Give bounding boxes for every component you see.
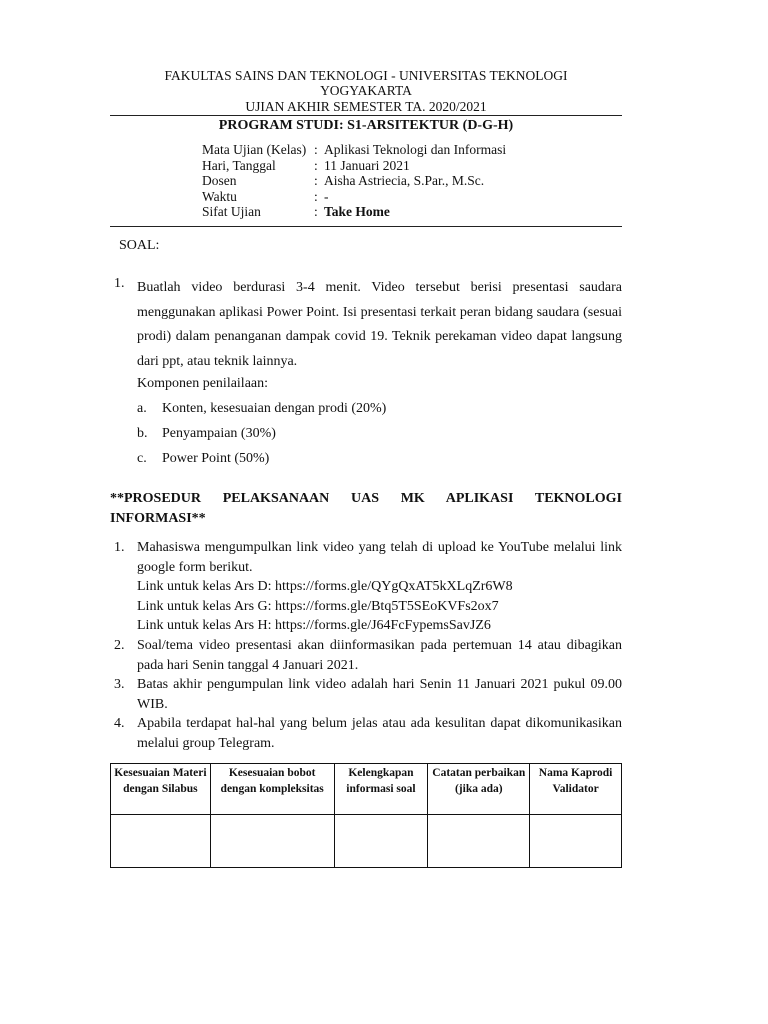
procedure-number: 1. — [114, 540, 125, 555]
component-item — [137, 426, 276, 442]
info-colon: : — [314, 142, 318, 157]
table-cell — [530, 815, 622, 868]
info-row-lecturer — [202, 173, 506, 189]
procedure-text: Batas akhir pengumpulan link video adalah hari Senin 11 Januari 2021 pukul 09.00 WIB. — [137, 677, 622, 712]
component-item — [137, 401, 386, 417]
info-colon: : — [314, 204, 318, 219]
assessment-components-label: Komponen penilailaan: — [137, 376, 269, 391]
table-cell — [428, 815, 530, 868]
validation-table — [110, 763, 622, 868]
form-link-ars-d[interactable]: Link untuk kelas Ars D: https://forms.gle/QYgQxAT5kXLqZr6W8 — [137, 579, 513, 595]
info-value: Aisha Astriecia, S.Par., M.Sc. — [324, 173, 485, 188]
info-row-time — [202, 189, 506, 205]
table-cell — [334, 815, 428, 868]
exam-info-block — [202, 142, 506, 220]
info-label: Dosen — [202, 173, 237, 188]
component-item — [137, 451, 269, 467]
procedure-number: 4. — [114, 716, 125, 731]
procedure-number: 3. — [114, 677, 125, 692]
info-value: Aplikasi Teknologi dan Informasi — [324, 142, 507, 157]
procedure-title-line: **PROSEDUR PELAKSANAAN UAS MK APLIKASI TEKNOLOGI — [110, 491, 622, 506]
component-text: Konten, kesesuaian dengan prodi (20%) — [162, 401, 387, 416]
procedure-text-block — [137, 538, 622, 636]
info-value: Take Home — [324, 204, 390, 219]
info-label: Mata Ujian (Kelas) — [202, 142, 307, 157]
form-link-ars-h[interactable]: Link untuk kelas Ars H: https://forms.gle/J64FcFypemsSavJZ6 — [137, 618, 491, 634]
table-cell — [210, 815, 334, 868]
component-text: Penyampaian (30%) — [162, 426, 276, 441]
procedure-text: Apabila terdapat hal-hal yang belum jelas atau ada kesulitan dapat dikomunikasikan melalui group Telegram. — [137, 716, 622, 751]
info-colon: : — [314, 157, 318, 173]
procedure-number: 2. — [114, 638, 125, 653]
university-heading: YOGYAKARTA — [320, 83, 412, 98]
info-label: Waktu — [202, 188, 237, 204]
component-letter: b. — [137, 426, 148, 441]
info-colon: : — [314, 173, 318, 188]
table-header: Kesesuaian Materi dengan Silabus — [111, 764, 211, 815]
info-value: - — [324, 188, 329, 204]
procedure-text: Soal/tema video presentasi akan diinformasikan pada pertemuan 14 atau dibagikan pada hari Senin tanggal 4 Januari 2021. — [137, 638, 622, 673]
question-text: Buatlah video berdurasi 3-4 menit. Video tersebut berisi presentasi saudara menggunakan aplikasi Power Point. Isi presentasi terkait peran bidang saudara (sesuai prodi) dalam penanganan dampak covid 19. Teknik perekaman video dapat langsung dari ppt, atau teknik lainnya. — [137, 280, 622, 370]
table-header: Nama Kaprodi Validator — [530, 764, 622, 815]
exam-heading: UJIAN AKHIR SEMESTER TA. 2020/2021 — [245, 99, 487, 114]
info-row-exam-type — [202, 204, 506, 220]
table-header: Kelengkapan informasi soal — [334, 764, 428, 815]
form-link-ars-g[interactable]: Link untuk kelas Ars G: https://forms.gle/Btq5T5SEoKVFs2ox7 — [137, 598, 499, 614]
bottom-divider — [110, 226, 622, 227]
top-divider — [110, 115, 622, 116]
procedure-text: Mahasiswa mengumpulkan link video yang telah di upload ke YouTube melalui link google form berikut. — [137, 540, 622, 575]
faculty-heading: FAKULTAS SAINS DAN TEKNOLOGI - UNIVERSITAS TEKNOLOGI — [164, 68, 568, 83]
component-letter: c. — [137, 451, 147, 466]
info-label: Sifat Ujian — [202, 204, 261, 219]
table-header: Catatan perbaikan (jika ada) — [428, 764, 530, 815]
info-row-subject — [202, 142, 506, 158]
table-row — [111, 815, 622, 868]
info-row-date — [202, 158, 506, 174]
table-cell — [111, 815, 211, 868]
component-letter: a. — [137, 401, 147, 416]
info-colon: : — [314, 188, 318, 204]
procedure-title-line: INFORMASI** — [110, 511, 206, 526]
table-header: Kesesuaian bobot dengan kompleksitas — [210, 764, 334, 815]
component-text: Power Point (50%) — [162, 451, 270, 466]
procedure-title — [110, 489, 622, 529]
program-heading: PROGRAM STUDI: S1-ARSITEKTUR (D-G-H) — [218, 118, 514, 133]
soal-label: SOAL: — [119, 238, 160, 253]
table-header-row — [111, 764, 622, 815]
info-label: Hari, Tanggal — [202, 157, 276, 173]
info-value: 11 Januari 2021 — [324, 157, 410, 173]
question-number: 1. — [114, 276, 125, 291]
